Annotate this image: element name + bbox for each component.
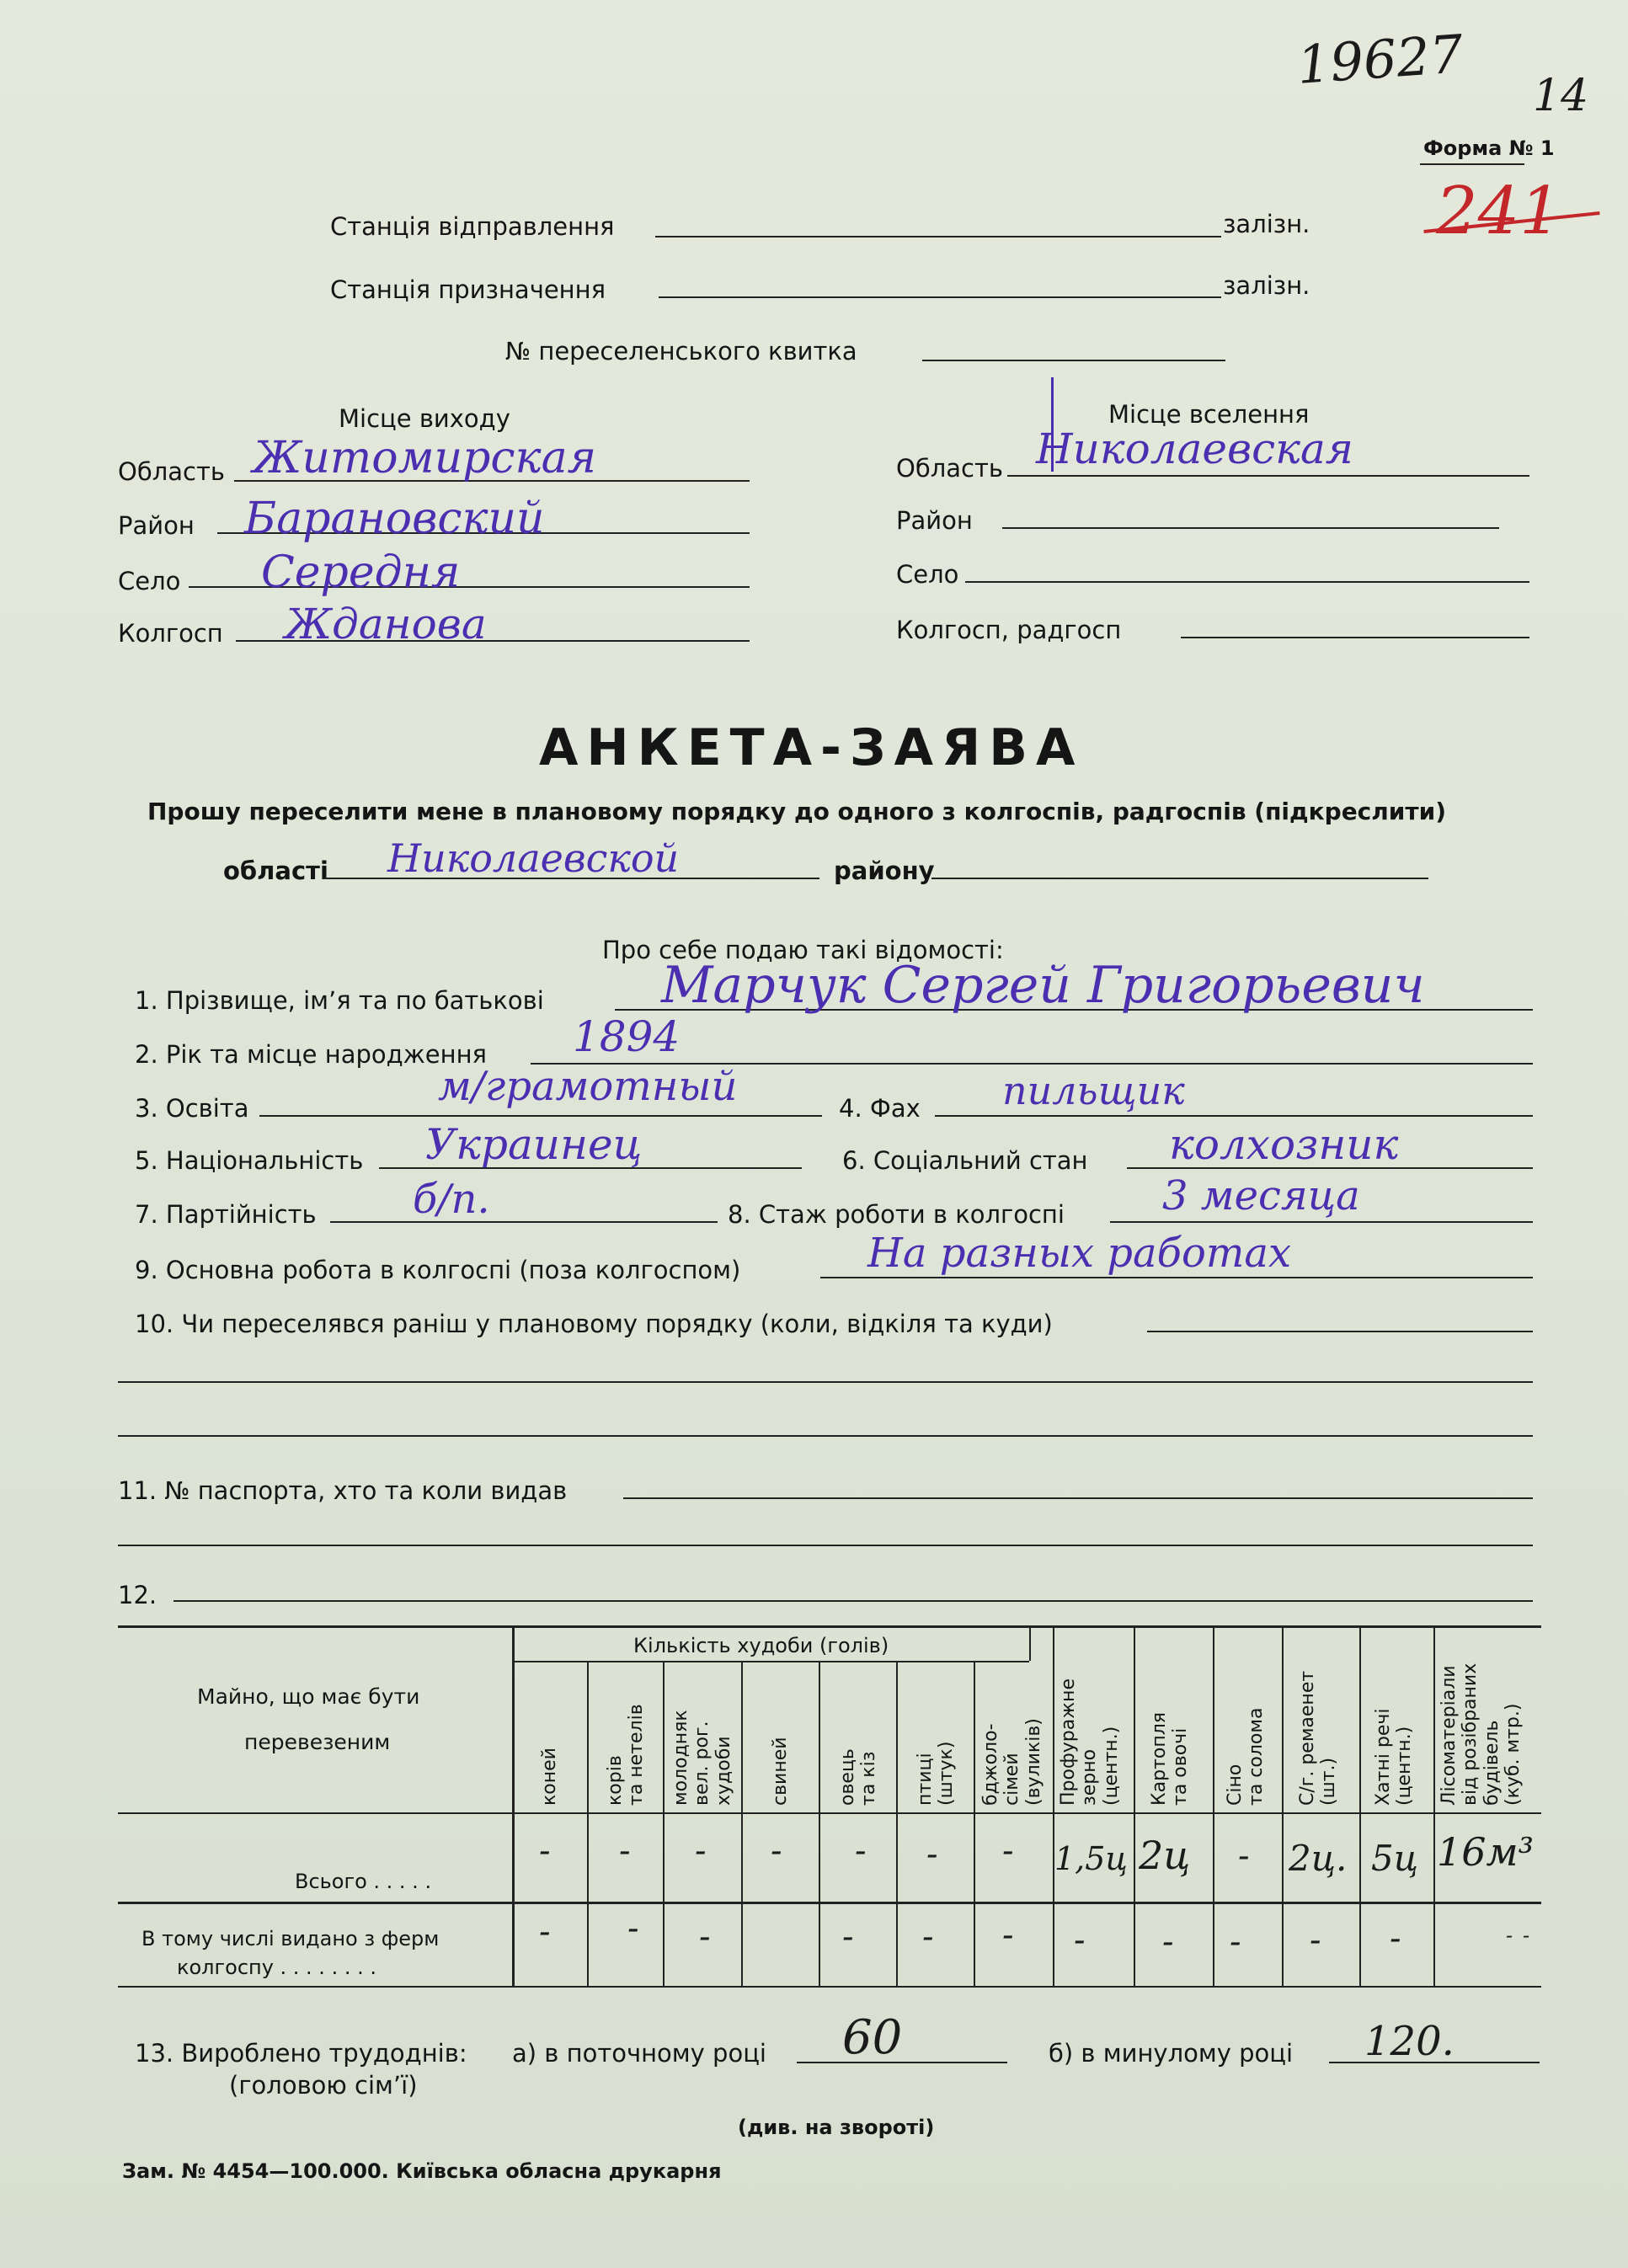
table-cell: - — [1162, 1923, 1174, 1961]
field-1-label: 1. Прізвище, ім’я та по батькові — [135, 986, 544, 1015]
workdays-previous-value: 120. — [1364, 2018, 1455, 2065]
field-4-label: 4. Фах — [839, 1094, 921, 1123]
col-header-horses: коней — [539, 1748, 560, 1806]
workdays-label: 13. Вироблено трудоднів: — [135, 2039, 467, 2068]
destination-raion-label: Район — [896, 506, 973, 535]
field-10-label: 10. Чи переселявся раніш у плановому порядку (коли, відкіля та куди) — [135, 1310, 1053, 1338]
table-cell: 1,5ц — [1054, 1840, 1128, 1877]
row-farm-label-2: колгоспу . . . . . . . . — [177, 1956, 376, 1979]
destination-selo-line — [965, 581, 1529, 583]
destination-raion-line — [1002, 527, 1499, 529]
table-cell: 5ц — [1371, 1838, 1419, 1879]
table-cell: - — [1238, 1837, 1250, 1876]
field-7-line — [330, 1221, 718, 1223]
workdays-previous-label: б) в минулому році — [1049, 2039, 1294, 2068]
table-cell: - — [1002, 1832, 1014, 1870]
destination-station-label: Станція призначення — [330, 275, 606, 304]
field-1-value: Марчук Сергей Григорьевич — [661, 956, 1425, 1015]
request-raion-label: району — [834, 857, 935, 885]
origin-heading: Місце виходу — [339, 404, 510, 433]
field-12-label: 12. — [118, 1581, 157, 1609]
origin-raion-value: Барановский — [244, 494, 545, 544]
origin-oblast-label: Область — [118, 457, 225, 486]
destination-kolhosp-line — [1181, 637, 1529, 638]
origin-raion-label: Район — [118, 511, 195, 540]
field-8-value: 3 месяца — [1162, 1172, 1360, 1219]
info-heading: Про себе подаю такі відомості: — [602, 936, 1004, 964]
table-cell: 2ц. — [1289, 1838, 1348, 1879]
field-10-line — [1147, 1331, 1533, 1332]
departure-label: Станція відправлення — [330, 212, 615, 241]
field-3-line — [259, 1115, 822, 1117]
field-2-value: 1894 — [573, 1012, 681, 1061]
table-cell: 2ц — [1139, 1833, 1191, 1878]
table-cell: - — [627, 1909, 639, 1948]
table-cell: - — [699, 1918, 711, 1956]
workdays-current-value: 60 — [842, 2010, 903, 2065]
field-6-label: 6. Соціальний стан — [842, 1146, 1088, 1175]
request-raion-line — [931, 878, 1428, 879]
table-cell: - — [619, 1832, 631, 1870]
table-cell: - — [1230, 1923, 1241, 1961]
destination-selo-label: Село — [896, 560, 959, 589]
form-number: Форма № 1 — [1423, 136, 1555, 160]
destination-oblast-value: Николаевская — [1036, 424, 1353, 473]
workdays-current-label: а) в поточному році — [512, 2039, 766, 2068]
field-5-label: 5. Національність — [135, 1146, 364, 1175]
field-9-line — [820, 1277, 1533, 1278]
request-line: Прошу переселити мене в плановому порядку до одного з колгоспів, радгоспів (підкреслити) — [147, 798, 1447, 825]
origin-kolhosp-value: Жданова — [285, 600, 487, 648]
field-3-label: 3. Освіта — [135, 1094, 249, 1123]
livestock-header: Кількість худоби (голів) — [633, 1634, 889, 1657]
table-cell: - — [771, 1832, 782, 1870]
request-oblast-value: Николаевской — [387, 835, 680, 881]
field-11-line — [623, 1497, 1533, 1499]
destination-oblast-line — [1007, 475, 1529, 477]
table-cell: - — [1074, 1921, 1086, 1960]
field-7-label: 7. Партійність — [135, 1200, 317, 1229]
page-title: АНКЕТА-ЗАЯВА — [539, 718, 1084, 777]
col-header-bees: бджоло- сімей (вуликів) — [980, 1718, 1044, 1806]
workdays-current-line — [797, 2062, 1007, 2063]
origin-selo-label: Село — [118, 567, 181, 595]
table-cell: - — [1523, 1924, 1530, 1947]
field-11-label: 11. № паспорта, хто та коли видав — [118, 1476, 568, 1505]
field-5-value: Украинец — [425, 1120, 643, 1169]
field-10-line-3 — [118, 1435, 1533, 1437]
field-3-value: м/грамотный — [438, 1063, 738, 1110]
table-cell: - — [1310, 1921, 1321, 1960]
field-8-label: 8. Стаж роботи в колгоспі — [728, 1200, 1065, 1229]
col-header-household: Хатні речі (центн.) — [1373, 1708, 1416, 1806]
field-11-line-2 — [118, 1545, 1533, 1546]
table-cell: - — [842, 1918, 854, 1956]
field-6-value: колхозник — [1169, 1120, 1399, 1169]
row-farm-label-1: В тому числі видано з ферм — [141, 1927, 440, 1950]
col-header-hay: Сіно та солома — [1225, 1707, 1268, 1806]
col-header-cows: корів та нетелів — [605, 1704, 648, 1806]
field-9-label: 9. Основна робота в колгоспі (поза колгоспом) — [135, 1256, 741, 1284]
col-header-tools: С/г. ремаенет (шт.) — [1297, 1670, 1340, 1806]
col-header-young-cattle: молодняк вел. рог. худоби — [670, 1710, 734, 1806]
col-header-grain: Профуражне зерно (центн.) — [1058, 1678, 1122, 1806]
request-oblast-label: області — [223, 857, 328, 885]
table-cell: - — [1002, 1916, 1014, 1955]
col-header-poultry: птиці (штук) — [915, 1741, 958, 1806]
table-cell: - — [695, 1832, 707, 1870]
form-number-underline — [1420, 163, 1524, 165]
archive-sheet: 14 — [1533, 71, 1589, 121]
departure-rail: залізн. — [1223, 210, 1310, 238]
red-number: 241 — [1436, 173, 1561, 249]
field-10-line-2 — [118, 1381, 1533, 1383]
ticket-line — [922, 360, 1225, 361]
destination-oblast-label: Область — [896, 454, 1003, 483]
ticket-label: № переселенського квитка — [505, 337, 857, 366]
property-header-1: Майно, що має бути — [197, 1684, 420, 1709]
field-4-line — [935, 1115, 1533, 1117]
origin-kolhosp-label: Колгосп — [118, 619, 223, 648]
col-header-potatoes: Картопля та овочі — [1149, 1711, 1192, 1806]
field-9-value: На разных работах — [867, 1230, 1292, 1277]
table-cell: - — [539, 1832, 551, 1870]
row-total-label: Всього . . . . . — [295, 1870, 432, 1893]
table-cell: - — [539, 1913, 551, 1951]
destination-station-line — [659, 296, 1221, 298]
archive-number: 19627 — [1294, 23, 1465, 96]
table-cell: 16м³ — [1437, 1829, 1535, 1875]
field-7-value: б/п. — [413, 1176, 490, 1223]
departure-line — [655, 236, 1221, 237]
col-header-lumber: Лісоматеріали від розібраних будівель (куб. мтр.) — [1439, 1662, 1524, 1806]
field-12-line — [173, 1600, 1533, 1602]
origin-selo-value: Середня — [261, 547, 461, 598]
table-cell: - — [922, 1918, 934, 1956]
table-cell: - — [1506, 1924, 1513, 1947]
table-cell: - — [1390, 1919, 1401, 1958]
field-8-line — [1110, 1221, 1533, 1223]
origin-oblast-value: Житомирская — [253, 433, 597, 483]
see-back-note: (див. на звороті) — [738, 2116, 935, 2139]
col-header-sheep: овець та кіз — [837, 1748, 880, 1806]
property-header-2: перевезеним — [244, 1730, 391, 1754]
field-2-label: 2. Рік та місце народження — [135, 1040, 487, 1069]
destination-rail: залізн. — [1223, 271, 1310, 300]
destination-kolhosp-label: Колгосп, радгосп — [896, 616, 1122, 644]
printer-note: Зам. № 4454—100.000. Київська обласна друкарня — [122, 2159, 722, 2183]
col-header-pigs: свиней — [770, 1737, 791, 1806]
destination-heading: Місце вселення — [1108, 400, 1310, 429]
workdays-sub-label: (головою сім’ї) — [229, 2071, 418, 2100]
table-cell: - — [926, 1835, 938, 1874]
table-cell: - — [855, 1832, 867, 1870]
field-4-value: пильщик — [1002, 1068, 1185, 1113]
